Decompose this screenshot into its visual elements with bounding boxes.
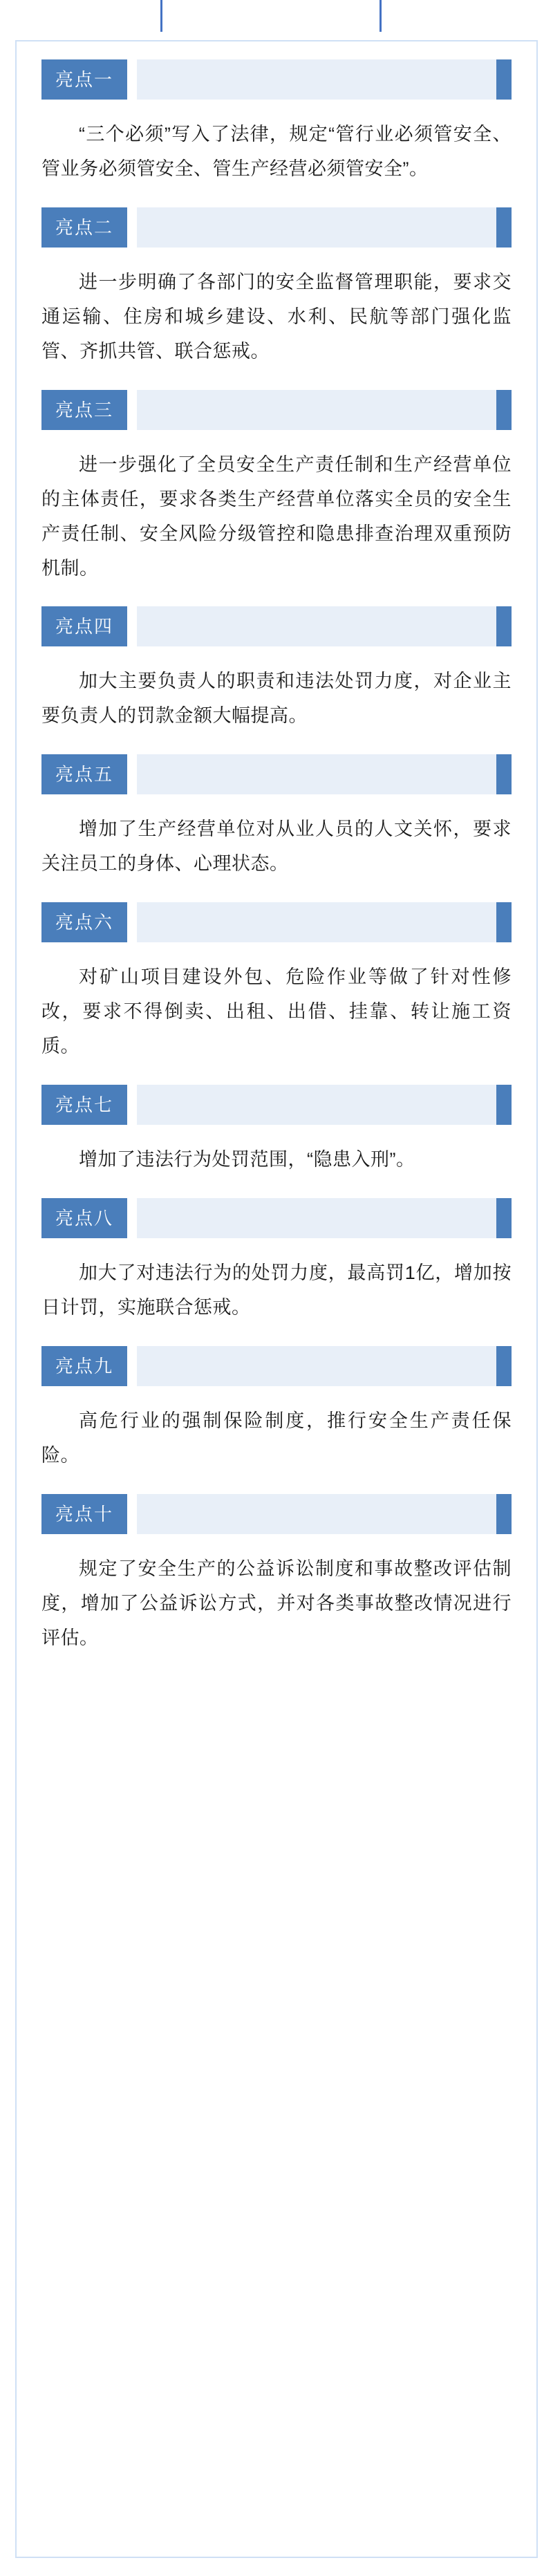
highlight-header-10 [41, 1494, 512, 1534]
highlight-bar-10 [137, 1494, 512, 1534]
highlight-badge-3: 亮点三 [41, 390, 127, 430]
highlight-header-4 [41, 606, 512, 646]
highlight-section-7 [41, 1085, 512, 1177]
highlight-text-5: 增加了生产经营单位对从业人员的人文关怀，要求关注员工的身体、心理状态。 [41, 819, 512, 875]
highlight-bar-4 [137, 606, 512, 646]
highlight-text-4: 加大主要负责人的职责和违法处罚力度，对企业主要负责人的罚款金额大幅提高。 [41, 671, 512, 727]
highlight-badge-9: 亮点九 [41, 1346, 127, 1386]
highlight-badge-10: 亮点十 [41, 1494, 127, 1534]
highlight-badge-8: 亮点八 [41, 1198, 127, 1238]
highlight-text-3: 进一步强化了全员安全生产责任制和生产经营单位的主体责任，要求各类生产经营单位落实全员的安全生产责任制、安全风险分级管控和隐患排查治理双重预防机制。 [41, 454, 512, 579]
highlight-header-9 [41, 1346, 512, 1386]
highlight-bar-3 [137, 390, 512, 430]
highlight-bar-5 [137, 754, 512, 794]
highlight-header-2 [41, 207, 512, 248]
highlight-text-1: “三个必须”写入了法律，规定“管行业必须管安全、管业务必须管安全、管生产经营必须管安全”。 [41, 124, 512, 179]
highlight-badge-5: 亮点五 [41, 754, 127, 794]
highlight-bar-7 [137, 1085, 512, 1125]
highlight-badge-7: 亮点七 [41, 1085, 127, 1125]
highlight-section-9 [41, 1346, 512, 1473]
highlight-header-5 [41, 754, 512, 794]
highlight-text-9: 高危行业的强制保险制度，推行安全生产责任保险。 [41, 1410, 512, 1466]
highlight-badge-2: 亮点二 [41, 207, 127, 248]
highlight-section-8 [41, 1198, 512, 1325]
highlight-bar-6 [137, 902, 512, 942]
highlight-section-1 [41, 59, 512, 187]
highlight-badge-4: 亮点四 [41, 606, 127, 646]
highlight-text-7: 增加了违法行为处罚范围，“隐患入刑”。 [79, 1149, 415, 1170]
highlight-section-2 [41, 207, 512, 369]
highlight-bar-8 [137, 1198, 512, 1238]
highlight-section-3 [41, 390, 512, 586]
highlight-bar-1 [137, 59, 512, 100]
highlight-text-6: 对矿山项目建设外包、危险作业等做了针对性修改，要求不得倒卖、出租、出借、挂靠、转让施工资质。 [41, 967, 512, 1057]
highlight-badge-1: 亮点一 [41, 59, 127, 100]
highlight-section-4 [41, 606, 512, 734]
highlight-text-10: 规定了安全生产的公益诉讼制度和事故整改评估制度，增加了公益诉讼方式，并对各类事故整改情况进行评估。 [41, 1558, 512, 1648]
highlight-bar-2 [137, 207, 512, 248]
highlight-text-8: 加大了对违法行为的处罚力度，最高罚1亿，增加按日计罚，实施联合惩戒。 [41, 1262, 512, 1318]
highlight-section-10 [41, 1494, 512, 1656]
highlight-badge-6: 亮点六 [41, 902, 127, 942]
highlight-section-6 [41, 902, 512, 1064]
highlight-bar-9 [137, 1346, 512, 1386]
highlight-header-6 [41, 902, 512, 942]
highlight-section-5 [41, 754, 512, 881]
highlight-header-1 [41, 59, 512, 100]
highlight-text-2: 进一步明确了各部门的安全监督管理职能，要求交通运输、住房和城乡建设、水利、民航等部门强化监管、齐抓共管、联合惩戒。 [41, 271, 512, 362]
highlight-header-7 [41, 1085, 512, 1125]
highlight-header-8 [41, 1198, 512, 1238]
highlight-header-3 [41, 390, 512, 430]
